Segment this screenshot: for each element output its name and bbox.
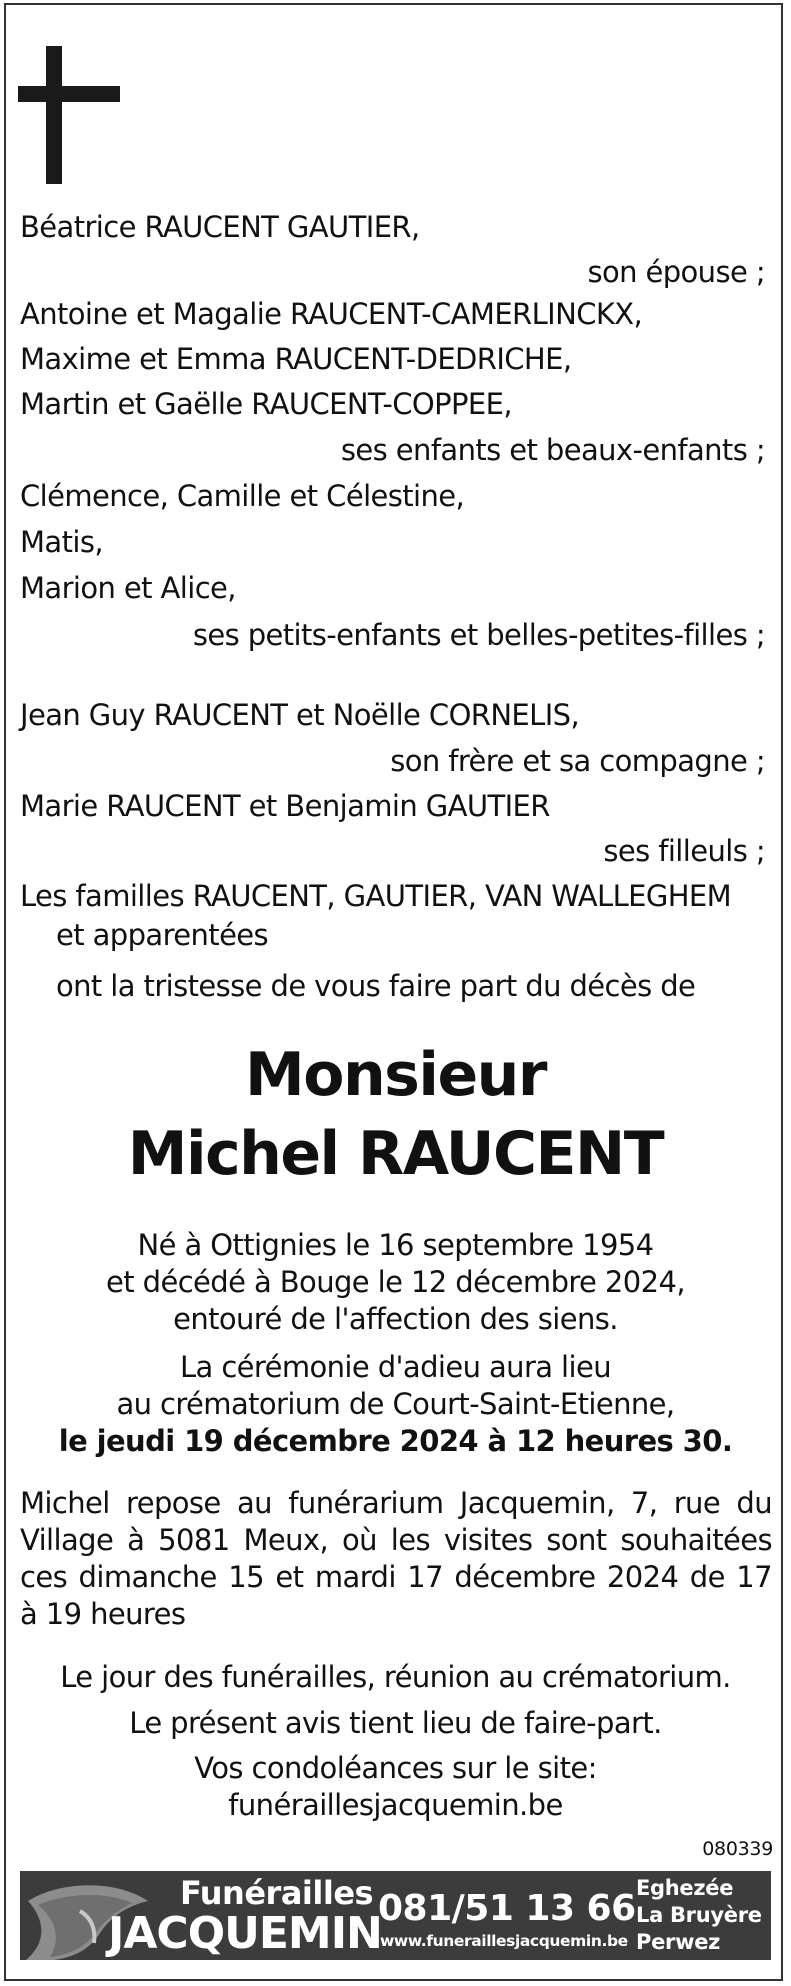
ceremony-line-1: La cérémonie d'adieu aura lieu [179,1350,611,1384]
notice-line: Le présent avis tient lieu de faire-part. [129,1706,662,1740]
sibling-name: Jean Guy RAUCENT et Noëlle CORNELIS, [20,698,580,732]
surrounded-line: entouré de l'affection des siens. [173,1302,618,1336]
godchildren-names: Marie RAUCENT et Benjamin GAUTIER [20,789,550,823]
town-eghezee: Eghezée [636,1876,734,1900]
grandchildren-2: Matis, [20,525,103,559]
children-relation: ses enfants et beaux-enfants ; [340,433,765,467]
families-line: Les familles RAUCENT, GAUTIER, VAN WALLEGHEM [20,879,732,913]
godchildren-relation: ses filleuls ; [603,834,765,868]
grandchildren-3: Marion et Alice, [20,571,236,605]
condolences-site: funéraillesjacquemin.be [228,1788,563,1822]
visits-paragraph: Michel repose au funérarium Jacquemin, 7, rue du Village à 5081 Meux, où les visites sont souhaitées ces dimanche 15 et mardi 17 décembre 2024 de 17 à 19 heures [20,1486,772,1631]
child-couple-1: Antoine et Magalie RAUCENT-CAMERLINCKX, [20,297,643,331]
reference-number: 080339 [702,1838,773,1860]
brand-top: Funérailles [180,1874,374,1912]
town-la-bruyere: La Bruyère [636,1903,762,1927]
announcement-line: ont la tristesse de vous faire part du décès de [56,969,696,1003]
deceased-title: Monsieur [245,1040,546,1110]
funeral-day-line: Le jour des funérailles, réunion au crématorium. [60,1660,731,1694]
birth-line: Né à Ottignies le 16 septembre 1954 [137,1228,654,1262]
ceremony-line-2: au crématorium de Court-Saint-Etienne, [116,1387,675,1421]
child-couple-3: Martin et Gaëlle RAUCENT-COPPEE, [20,387,512,421]
grandchildren-1: Clémence, Camille et Célestine, [20,479,465,513]
phone-number: 081/51 13 66 [378,1888,636,1929]
funeral-home-banner [20,1871,771,1960]
grandchildren-relation: ses petits-enfants et belles-petites-filles ; [192,618,765,652]
town-list [636,1875,762,1956]
spouse-name: Béatrice RAUCENT GAUTIER, [20,210,420,244]
ceremony-date: le jeudi 19 décembre 2024 à 12 heures 30. [58,1424,733,1458]
child-couple-2: Maxime et Emma RAUCENT-DEDRICHE, [20,342,572,376]
spouse-relation: son épouse ; [587,255,765,289]
relatives-line: et apparentées [56,918,269,952]
website-link[interactable]: www.funeraillesjacquemin.be [380,1932,628,1950]
town-perwez: Perwez [636,1930,721,1954]
sibling-relation: son frère et sa compagne ; [390,744,765,778]
deceased-name: Michel RAUCENT [127,1119,664,1189]
death-line: et décédé à Bouge le 12 décembre 2024, [106,1265,685,1299]
brand-bottom: JACQUEMIN [108,1908,382,1959]
condolences-line: Vos condoléances sur le site: [194,1751,597,1785]
